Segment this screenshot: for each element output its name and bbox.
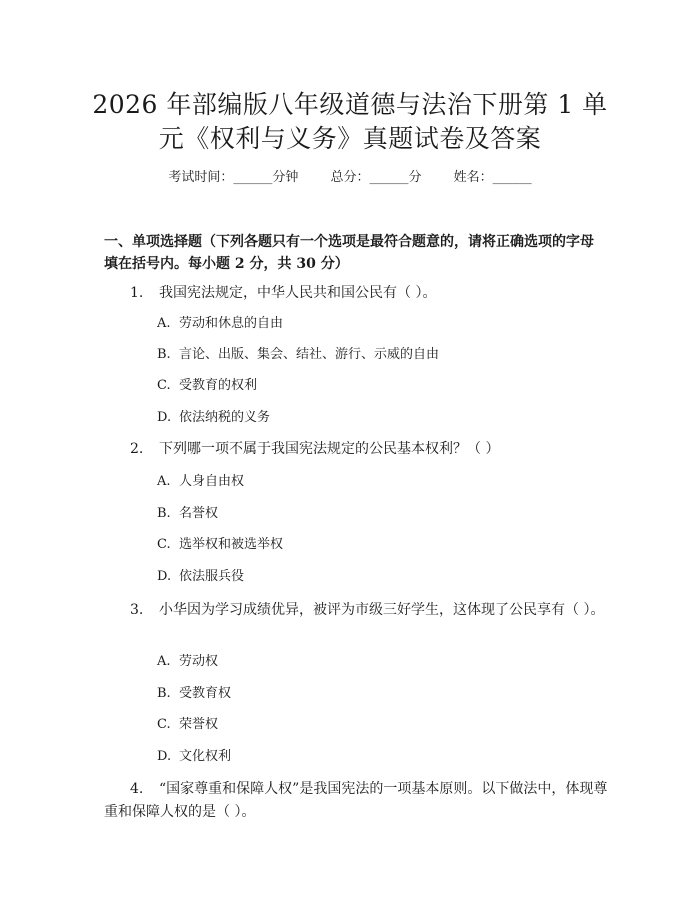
option-letter: D. (157, 569, 172, 584)
question-number: 3. (130, 602, 144, 618)
question-text: 下列哪一项不属于我国宪法规定的公民基本权利？（ ） (159, 441, 500, 457)
option-letter: D. (157, 410, 172, 425)
question-4 (104, 778, 614, 824)
option-2c (157, 535, 283, 555)
question-2 (104, 438, 614, 461)
option-text: 依法纳税的义务 (179, 410, 271, 425)
exam-meta (0, 168, 700, 188)
option-letter: A. (157, 654, 171, 669)
option-1a (157, 314, 283, 334)
option-text: 言论、出版、集会、结社、游行、示威的自由 (179, 347, 440, 362)
exam-title-line-2: 元《权利与义务》真题试卷及答案 (158, 124, 542, 153)
option-1b (157, 345, 439, 365)
section-heading-line-1: 一、单项选择题（下列各题只有一个选项是最符合题意的，请将正确选项的字母 (104, 234, 594, 250)
section-heading-line-2: 填在括号内。每小题 2 分，共 30 分） (104, 256, 349, 272)
option-letter: C. (157, 378, 171, 393)
option-text: 荣誉权 (179, 717, 219, 732)
option-2d (157, 567, 244, 587)
option-text: 受教育的权利 (179, 378, 258, 393)
option-text: 受教育权 (179, 686, 232, 701)
exam-title-line-1: 2026 年部编版八年级道德与法治下册第 1 单 (92, 90, 608, 119)
option-text: 劳动和休息的自由 (179, 316, 284, 331)
option-2a (157, 472, 244, 492)
student-name-field: 姓名：______ (453, 170, 532, 185)
option-letter: C. (157, 537, 171, 552)
option-3d (157, 747, 231, 767)
question-text: 我国宪法规定，中华人民共和国公民有（ ）。 (159, 285, 437, 301)
option-letter: A. (157, 474, 171, 489)
question-3 (104, 599, 614, 622)
option-letter: B. (157, 506, 171, 521)
option-text: 人身自由权 (179, 474, 245, 489)
question-text: “国家尊重和保障人权”是我国宪法的一项基本原则。以下做法中，体现尊重和保障人权的是（ ）。 (104, 781, 608, 820)
option-letter: D. (157, 749, 172, 764)
question-text: 小华因为学习成绩优异，被评为市级三好学生，这体现了公民享有（ ）。 (159, 602, 605, 618)
question-1 (104, 282, 614, 305)
option-3c (157, 715, 218, 735)
question-number: 2. (130, 441, 144, 457)
option-letter: C. (157, 717, 171, 732)
total-score-field: 总分：______分 (330, 170, 422, 185)
option-text: 选举权和被选举权 (179, 537, 284, 552)
option-1c (157, 376, 257, 396)
option-text: 劳动权 (179, 654, 219, 669)
question-number: 1. (130, 285, 144, 301)
option-1d (157, 408, 270, 428)
option-text: 文化权利 (179, 749, 232, 764)
option-letter: B. (157, 347, 171, 362)
option-text: 名誉权 (179, 506, 219, 521)
option-2b (157, 504, 218, 524)
exam-time-field: 考试时间：______分钟 (168, 170, 299, 185)
option-3b (157, 684, 231, 704)
option-3a (157, 652, 218, 672)
option-letter: A. (157, 316, 171, 331)
question-number: 4. (130, 781, 144, 797)
option-letter: B. (157, 686, 171, 701)
section-heading (104, 231, 624, 275)
option-text: 依法服兵役 (179, 569, 245, 584)
